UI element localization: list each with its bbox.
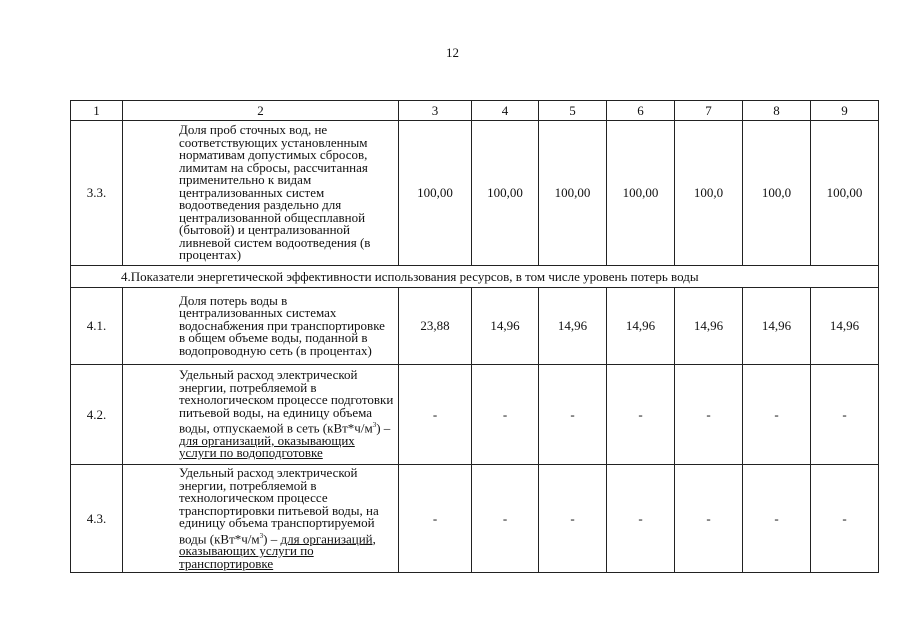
value-cell: 14,96 — [539, 288, 607, 365]
value-cell: - — [811, 365, 879, 465]
description-main: Удельный расход электрической энергии, потребляемой в технологическом процессе транспортировки питьевой воды, на единицу объема транспортируемой воды (кВт*ч/м — [179, 465, 379, 546]
header-cell: 6 — [607, 101, 675, 121]
section-heading: 4.Показатели энергетической эффективности использования ресурсов, в том числе уровень потерь воды — [71, 266, 879, 288]
row-description — [123, 121, 399, 266]
description-underlined: для организаций, оказывающих услуги по транспортировке — [179, 530, 376, 571]
value-cell: 100,0 — [743, 121, 811, 266]
value-cell: - — [811, 465, 879, 573]
row-description-text: Доля потерь воды в централизованных системах водоснабжения при транспортировке в общем объеме воды, поданной в водопроводную сеть (в процентах) — [179, 292, 385, 358]
value-cell: - — [399, 365, 472, 465]
description-dash: ) – — [263, 530, 281, 546]
description-dash: ) – — [376, 420, 391, 436]
row-index: 4.3. — [71, 465, 123, 573]
value-cell: - — [472, 465, 539, 573]
row-description-text — [179, 369, 394, 460]
table-row — [71, 121, 879, 266]
value-cell: 100,00 — [399, 121, 472, 266]
table-row — [71, 365, 879, 465]
value-cell: - — [399, 465, 472, 573]
row-description — [123, 365, 399, 465]
table-row — [71, 288, 879, 365]
value-cell: 14,96 — [811, 288, 879, 365]
header-cell: 2 — [123, 101, 399, 121]
page-number: 12 — [446, 45, 459, 60]
value-cell: 14,96 — [743, 288, 811, 365]
section-heading-row — [71, 266, 879, 288]
value-cell: 100,00 — [811, 121, 879, 266]
row-description-text — [179, 467, 394, 570]
value-cell: - — [607, 465, 675, 573]
header-cell: 9 — [811, 101, 879, 121]
description-underlined: для организаций, оказывающих услуги по водоподготовке — [179, 432, 355, 461]
value-cell: 100,00 — [472, 121, 539, 266]
header-cell: 4 — [472, 101, 539, 121]
value-cell: - — [607, 365, 675, 465]
value-cell: 14,96 — [607, 288, 675, 365]
description-superscript: 3 — [259, 531, 264, 540]
row-description-text: Доля проб сточных вод, не соответствующих установленным нормативам допустимых сбросов, лимитам на сбросы, рассчитанная применительно к видам централизованных систем водоотведения раздельно для централизованной общесплавной (бытовой) и централизованной ливневой систем водоотведения (в процентах) — [179, 122, 371, 263]
value-cell: 14,96 — [472, 288, 539, 365]
header-cell: 5 — [539, 101, 607, 121]
value-cell: - — [743, 365, 811, 465]
header-cell: 8 — [743, 101, 811, 121]
value-cell: 14,96 — [675, 288, 743, 365]
header-cell: 1 — [71, 101, 123, 121]
row-index: 3.3. — [71, 121, 123, 266]
value-cell: - — [743, 465, 811, 573]
row-index: 4.2. — [71, 365, 123, 465]
table-row — [71, 465, 879, 573]
description-superscript: 3 — [372, 421, 377, 430]
value-cell: - — [675, 365, 743, 465]
value-cell: - — [539, 365, 607, 465]
row-description — [123, 465, 399, 573]
value-cell: 23,88 — [399, 288, 472, 365]
value-cell: - — [675, 465, 743, 573]
indicators-table — [70, 100, 879, 573]
value-cell: 100,00 — [539, 121, 607, 266]
header-cell: 7 — [675, 101, 743, 121]
header-cell: 3 — [399, 101, 472, 121]
table-header-row — [71, 101, 879, 121]
row-index: 4.1. — [71, 288, 123, 365]
value-cell: 100,00 — [607, 121, 675, 266]
value-cell: - — [539, 465, 607, 573]
value-cell: - — [472, 365, 539, 465]
description-main: Удельный расход электрической энергии, потребляемой в технологическом процессе подготовки питьевой воды, на единицу объема воды, отпускаемой в сеть (кВт*ч/м — [179, 367, 394, 436]
value-cell: 100,0 — [675, 121, 743, 266]
row-description — [123, 288, 399, 365]
